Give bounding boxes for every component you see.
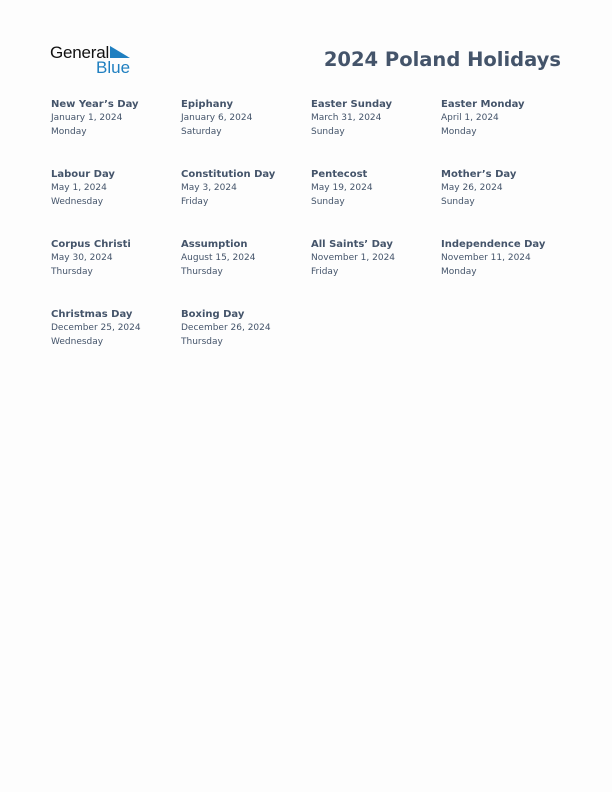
holiday-weekday: Friday: [311, 267, 339, 277]
holiday-weekday: Monday: [441, 127, 477, 137]
holiday-weekday: Saturday: [181, 127, 222, 137]
holiday-name: Boxing Day: [181, 309, 245, 320]
holiday-date: January 1, 2024: [51, 113, 123, 123]
logo-blue-text: Blue: [96, 58, 131, 77]
holiday-date: November 11, 2024: [441, 253, 531, 263]
holiday-name: Independence Day: [441, 239, 546, 250]
holiday-weekday: Monday: [51, 127, 87, 137]
holiday-weekday: Thursday: [181, 337, 223, 347]
holiday-weekday: Thursday: [51, 267, 93, 277]
page-title: 2024 Poland Holidays: [323, 48, 561, 71]
holiday-date: November 1, 2024: [311, 253, 396, 263]
holiday-date: May 26, 2024: [441, 183, 503, 193]
holiday-grid: [51, 98, 571, 378]
holiday-date: August 15, 2024: [181, 253, 256, 263]
holiday-item: [51, 168, 181, 238]
holiday-item: [51, 98, 181, 168]
holiday-item: [311, 238, 441, 308]
holiday-weekday: Sunday: [311, 127, 345, 137]
holiday-item: [441, 168, 571, 238]
holiday-date: April 1, 2024: [441, 113, 499, 123]
holiday-name: Epiphany: [181, 99, 234, 110]
holiday-name: Christmas Day: [51, 309, 133, 320]
holiday-item: [181, 98, 311, 168]
holiday-item: [181, 168, 311, 238]
holiday-item: [51, 238, 181, 308]
holiday-weekday: Sunday: [441, 197, 475, 207]
holiday-weekday: Sunday: [311, 197, 345, 207]
holiday-weekday: Wednesday: [51, 197, 104, 207]
holiday-date: May 3, 2024: [181, 183, 237, 193]
holiday-item: [181, 308, 311, 378]
holiday-date: March 31, 2024: [311, 113, 382, 123]
holiday-weekday: Wednesday: [51, 337, 104, 347]
holiday-date: December 25, 2024: [51, 323, 141, 333]
holiday-name: New Year’s Day: [51, 99, 139, 110]
holiday-item: [311, 98, 441, 168]
holiday-weekday: Friday: [181, 197, 209, 207]
holiday-name: Corpus Christi: [51, 239, 131, 250]
holiday-date: May 30, 2024: [51, 253, 113, 263]
holiday-item: [181, 238, 311, 308]
holiday-weekday: Thursday: [181, 267, 223, 277]
holiday-name: All Saints’ Day: [311, 239, 393, 250]
holiday-name: Easter Sunday: [311, 99, 393, 110]
holiday-name: Assumption: [181, 239, 248, 250]
logo-general-text: General: [50, 43, 110, 62]
holiday-item: [311, 168, 441, 238]
holiday-weekday: Monday: [441, 267, 477, 277]
holiday-name: Easter Monday: [441, 99, 525, 110]
generalblue-logo: [50, 44, 140, 78]
holiday-date: January 6, 2024: [181, 113, 253, 123]
holiday-item: [51, 308, 181, 378]
holiday-name: Pentecost: [311, 169, 368, 180]
holiday-date: December 26, 2024: [181, 323, 271, 333]
holiday-item: [441, 98, 571, 168]
holiday-name: Mother’s Day: [441, 169, 517, 180]
holiday-date: May 19, 2024: [311, 183, 373, 193]
holiday-item: [441, 238, 571, 308]
holiday-name: Labour Day: [51, 169, 115, 180]
holiday-date: May 1, 2024: [51, 183, 107, 193]
holiday-name: Constitution Day: [181, 169, 276, 180]
